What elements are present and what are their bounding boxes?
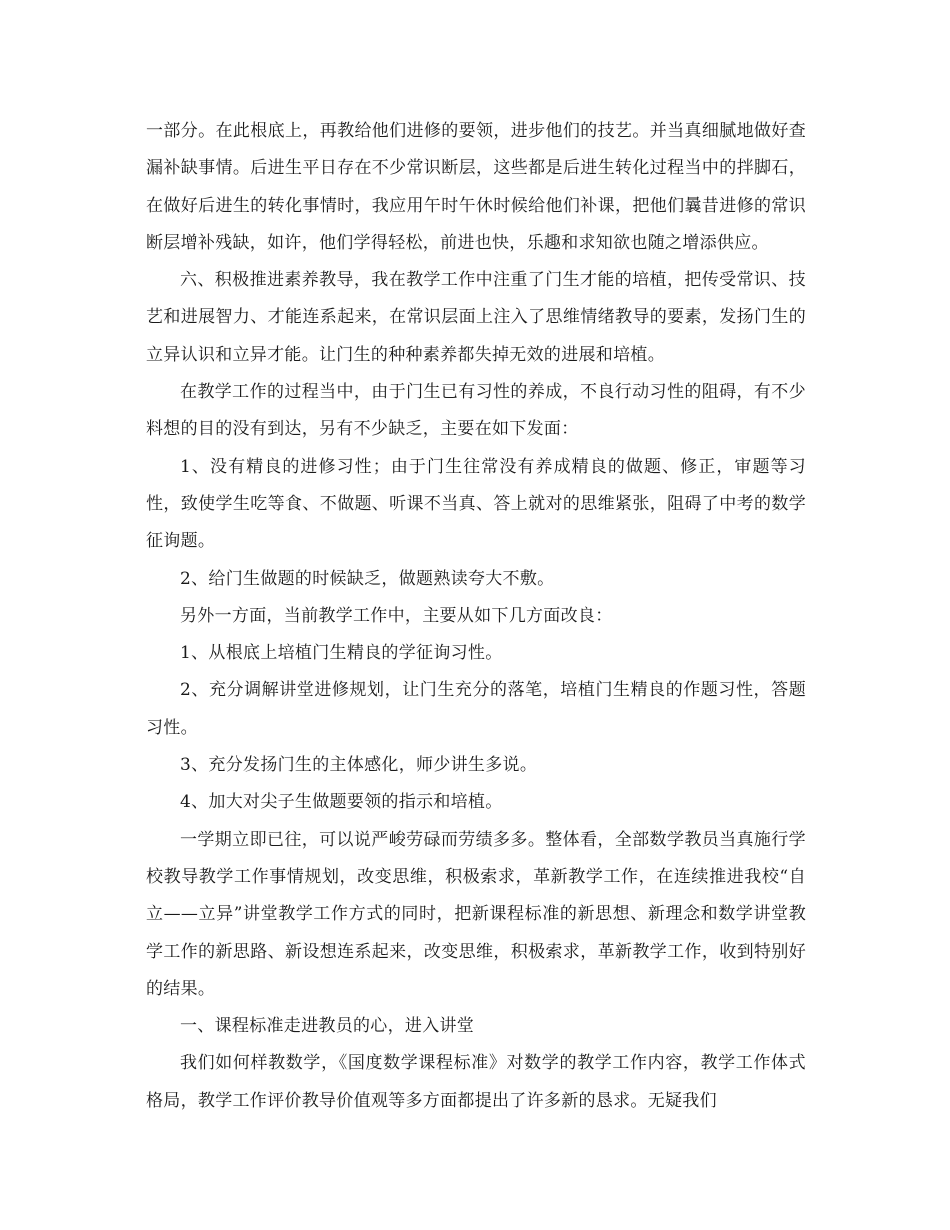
paragraph-5: 2、给门生做题的时候缺乏，做题熟读夸大不敷。 [180,568,555,589]
paragraph-10: 4、加大对尖子生做题要领的指示和培植。 [180,792,503,813]
paragraph-4: 1、没有精良的进修习性；由于门生往常没有养成精良的做题、修正，审题等习性，致使学生吃等食、不做题、听课不当真、答上就对的思维紧张，阻碍了中考的数学征询题。 [146,456,806,552]
paragraph-3: 在教学工作的过程当中，由于门生已有习性的养成，不良行动习性的阻碍，有不少料想的目的没有到达，另有不少缺乏，主要在如下发面： [146,382,806,440]
paragraph-9: 3、充分发扬门生的主体感化，师少讲生多说。 [180,755,538,776]
paragraph-7: 1、从根底上培植门生精良的学征询习性。 [180,643,503,664]
document-body [146,113,806,1120]
paragraph-11: 一学期立即已往，可以说严峻劳碌而劳绩多多。整体看，全部数学教员当真施行学校教导教学工作事情规划，改变思维，积极索求，革新教学工作，在连续推进我校“自立——立异”讲堂教学工作方式的同时，把新课程标准的新思想、新理念和数学讲堂教学工作的新思路、新设想连系起来，改变思维，积极索求，革新教学工作，收到特别好的结果。 [146,829,806,999]
paragraph-2: 六、积极推进素养教导，我在教学工作中注重了门生才能的培植，把传受常识、技艺和进展智力、才能连系起来，在常识层面上注入了思维情绪教导的要素，发扬门生的立异认识和立异才能。让门生的种种素养都失掉无效的进展和培植。 [146,270,806,365]
paragraph-13: 我们如何样教数学，《国度数学课程标准》对数学的教学工作内容，教学工作体式格局，教学工作评价教导价值观等多方面都提出了许多新的恳求。无疑我们 [146,1053,806,1111]
paragraph-8: 2、充分调解讲堂进修规划，让门生充分的落笔，培植门生精良的作题习性，答题习性。 [146,680,806,738]
paragraph-1: 一部分。在此根底上，再教给他们进修的要领，进步他们的技艺。并当真细腻地做好查漏补缺事情。后进生平日存在不少常识断层，这些都是后进生转化过程当中的拌脚石，在做好后进生的转化事情时，我应用午时午休时候给他们补课，把他们曩昔进修的常识断层增补残缺，如许，他们学得轻松，前进也快，乐趣和求知欲也随之增添供应。 [146,121,806,253]
paragraph-6: 另外一方面，当前教学工作中，主要从如下几方面改良： [180,605,613,626]
section-heading: 一、课程标准走进教员的心，进入讲堂 [180,1016,475,1037]
